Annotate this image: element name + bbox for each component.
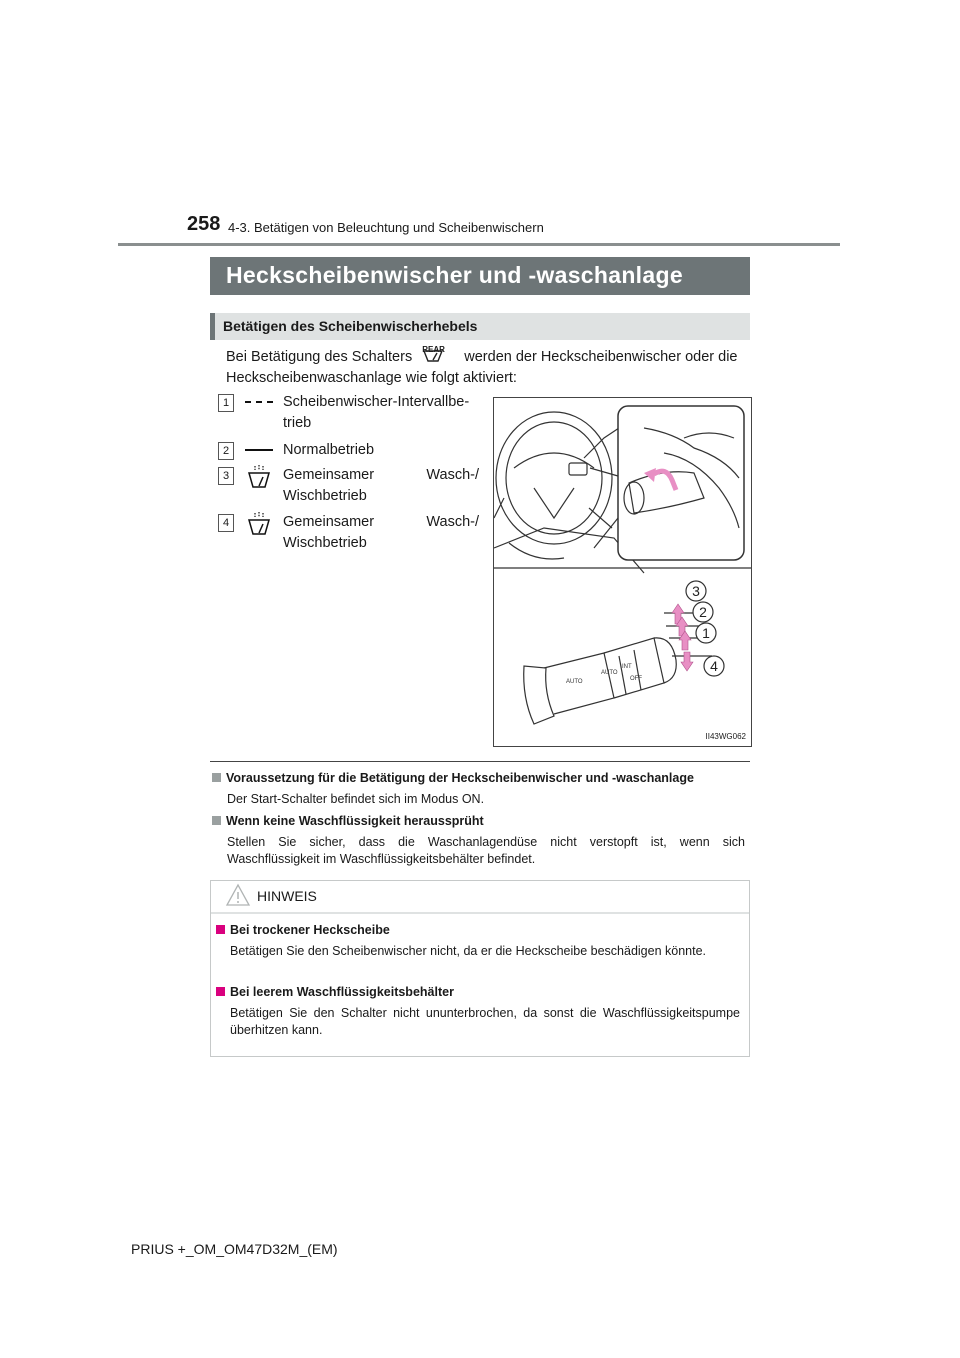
hinweis-header	[211, 881, 749, 914]
list-item	[218, 512, 480, 554]
item-line: Gemeinsamer Wasch-/	[283, 467, 479, 483]
item-text	[283, 512, 479, 554]
item-text	[283, 440, 479, 461]
washer-wiper-icon	[245, 512, 273, 536]
list-item	[218, 392, 480, 434]
intro-text-start: Bei Betätigung des Schalters	[226, 349, 413, 365]
callout-2: 2	[699, 604, 707, 620]
section-divider	[210, 761, 750, 762]
dashed-line-icon	[245, 392, 273, 412]
intro-text-end: werden der Heckscheibenwischer oder die Heckscheibenwaschanlage wie folgt aktiviert:	[226, 349, 738, 386]
subsection-bar	[210, 313, 750, 340]
callout-1: 1	[702, 625, 710, 641]
item-text	[283, 465, 479, 507]
item-line: Wischbetrieb	[283, 488, 367, 504]
list-item	[218, 465, 480, 507]
rear-icon-label: REAR	[422, 345, 445, 354]
item-line: Scheibenwischer-Intervallbe-	[283, 394, 470, 410]
figure-code: II43WG062	[705, 732, 746, 741]
item-number: 4	[218, 514, 234, 532]
callout-4: 4	[710, 658, 718, 674]
list-item	[218, 440, 480, 462]
item-number: 1	[218, 394, 234, 412]
item-number: 2	[218, 442, 234, 460]
bullet-square-icon	[212, 816, 221, 825]
wiper-lever-illustration	[494, 398, 751, 746]
hinweis-item-heading	[216, 923, 390, 937]
note-heading-text: Voraussetzung für die Betätigung der Heckscheibenwischer und -waschanlage	[226, 771, 694, 785]
item-line: trieb	[283, 415, 312, 431]
note-heading-text: Wenn keine Waschflüssigkeit heraussprüht	[226, 814, 484, 828]
washer-wiper-icon	[245, 465, 273, 489]
item-text	[283, 392, 479, 434]
bullet-square-icon	[216, 987, 225, 996]
note-body: Stellen Sie sicher, dass die Waschanlagendüse nicht verstopft ist, wenn sich Waschflüssigkeit im Waschflüssigkeitsbehälter befindet.	[227, 835, 745, 866]
wiper-lever-figure	[493, 397, 752, 747]
note-heading	[212, 771, 694, 785]
hinweis-title: HINWEIS	[257, 888, 317, 904]
lever-label: AUTO	[601, 670, 618, 676]
bullet-square-icon	[216, 925, 225, 934]
hinweis-item-heading	[216, 985, 454, 999]
item-line: Gemeinsamer Wasch-/	[283, 514, 479, 530]
footer-document-code: PRIUS +_OM_OM47D32M_(EM)	[131, 1241, 338, 1257]
intro-paragraph	[226, 345, 751, 389]
solid-line-icon	[245, 440, 273, 460]
lever-label: OFF	[630, 676, 642, 682]
callout-3: 3	[692, 583, 700, 599]
hinweis-item-heading-text: Bei trockener Heckscheibe	[230, 923, 390, 937]
rear-wiper-icon	[416, 345, 460, 367]
item-number: 3	[218, 467, 234, 485]
item-line: Normalbetrieb	[283, 442, 375, 458]
bullet-square-icon	[212, 773, 221, 782]
hinweis-box	[210, 880, 750, 1057]
hinweis-item-heading-text: Bei leerem Waschflüssigkeitsbehälter	[230, 985, 454, 999]
item-line: Wischbetrieb	[283, 535, 367, 551]
section-title-bar	[210, 257, 750, 295]
header-rule	[118, 243, 840, 246]
warning-triangle-icon	[225, 883, 251, 907]
section-title: Heckscheibenwischer und -waschanlage	[226, 262, 683, 288]
subsection-title: Betätigen des Scheibenwischerhebels	[223, 318, 478, 334]
lever-label: INT	[622, 664, 632, 670]
lever-label: AUTO	[566, 679, 583, 685]
subsection-accent	[210, 313, 215, 340]
chapter-heading: 4-3. Betätigen von Beleuchtung und Scheibenwischern	[228, 220, 544, 235]
hinweis-item-body: Betätigen Sie den Scheibenwischer nicht, da er die Heckscheibe beschädigen könnte.	[230, 944, 707, 958]
page-number: 258	[187, 213, 221, 235]
note-heading	[212, 814, 484, 828]
hinweis-item-body: Betätigen Sie den Schalter nicht ununterbrochen, da sonst die Waschflüssigkeitspumpe überhitzen kann.	[230, 1006, 740, 1037]
note-body: Der Start-Schalter befindet sich im Modus ON.	[227, 792, 485, 806]
